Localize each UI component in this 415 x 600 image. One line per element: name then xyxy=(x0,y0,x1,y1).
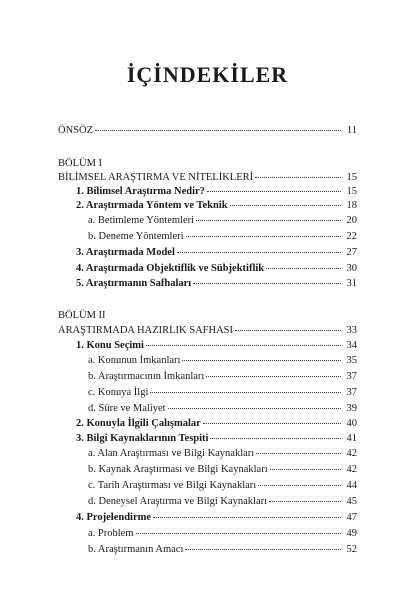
toc-entry-label: b. Araştırmanın Amacı xyxy=(88,544,184,555)
toc-page-number: 34 xyxy=(346,340,357,351)
toc-page-number: 49 xyxy=(346,528,357,539)
toc-subentry[interactable] xyxy=(88,386,357,399)
toc-subentry[interactable] xyxy=(88,402,357,415)
dot-leader xyxy=(207,190,341,192)
dot-leader xyxy=(150,391,341,393)
toc-page-number: 33 xyxy=(346,325,357,336)
toc-subentry[interactable] xyxy=(88,447,357,460)
toc-entry[interactable] xyxy=(76,511,357,524)
toc-subentry[interactable] xyxy=(88,527,357,540)
page-title: İÇİNDEKİLER xyxy=(126,62,289,87)
toc-page-number: 18 xyxy=(346,200,357,211)
dot-leader xyxy=(177,251,341,253)
dot-leader xyxy=(153,516,341,518)
dot-leader xyxy=(136,532,342,534)
toc-entry-label: a. Betimleme Yöntemleri xyxy=(88,215,195,226)
toc-page-number: 22 xyxy=(346,231,357,242)
toc-page-number: 37 xyxy=(346,371,357,382)
dot-leader xyxy=(203,422,341,424)
toc-entry-label: b. Araştırmacının İmkanları xyxy=(88,371,205,382)
toc-entry-label: b. Deneme Yöntemleri xyxy=(88,231,184,242)
toc-subentry[interactable] xyxy=(88,495,357,508)
toc-subentry[interactable] xyxy=(88,214,357,227)
toc-entry[interactable] xyxy=(76,339,357,352)
toc-page-number: 45 xyxy=(346,496,357,507)
toc-page-number: 27 xyxy=(346,247,357,258)
toc-entry-label: 1. Bilimsel Araştırma Nedir? xyxy=(76,186,205,197)
dot-leader xyxy=(270,468,341,470)
toc-entry[interactable] xyxy=(76,417,357,430)
toc-entry[interactable] xyxy=(76,199,357,212)
dot-leader xyxy=(146,344,341,346)
dot-leader xyxy=(193,282,341,284)
toc-entry-label: 3. Araştırmada Model xyxy=(76,247,175,258)
dot-leader xyxy=(258,484,341,486)
toc-page-number: 44 xyxy=(346,480,357,491)
toc-entry-label: d. Deneysel Araştırma ve Bilgi Kaynakları xyxy=(88,496,268,507)
toc-entry-label: c. Tarih Araştırması ve Bilgi Kaynakları xyxy=(88,480,257,491)
toc-entry-label: 3. Bilgi Kaynaklarının Tespiti xyxy=(76,433,209,444)
toc-entry[interactable] xyxy=(76,262,357,275)
toc-subentry[interactable] xyxy=(88,354,357,367)
toc-page-number: 30 xyxy=(346,263,357,274)
toc-entry-label: 5. Araştırmanın Safhaları xyxy=(76,278,192,289)
toc-entry-onsoz[interactable] xyxy=(58,124,357,137)
dot-leader xyxy=(256,452,341,454)
toc-entry[interactable] xyxy=(76,432,357,445)
toc-entry-label: 4. Araştırmada Objektiflik ve Sübjektiflik xyxy=(76,263,265,274)
toc-page-number: 40 xyxy=(346,418,357,429)
toc-entry-label: a. Problem xyxy=(88,528,134,539)
toc-subentry[interactable] xyxy=(88,370,357,383)
toc-entry-label: 1. Konu Seçimi xyxy=(76,340,144,351)
toc-page-number: 52 xyxy=(346,544,357,555)
toc-entry-label: a. Alan Araştırması ve Bilgi Kaynakları xyxy=(88,448,255,459)
toc-page-number: 15 xyxy=(346,172,357,183)
dot-leader xyxy=(95,129,341,131)
toc-entry-label: ARAŞTIRMADA HAZIRLIK SAFHASI xyxy=(58,325,234,336)
toc-chapter[interactable] xyxy=(58,171,357,184)
dot-leader xyxy=(210,437,341,439)
part-heading: BÖLÜM I xyxy=(58,158,103,169)
toc-entry-label: BİLİMSEL ARAŞTIRMA VE NİTELİKLERİ xyxy=(58,172,254,183)
toc-page-number: 47 xyxy=(346,512,357,523)
dot-leader xyxy=(185,548,341,550)
toc-page-number: 42 xyxy=(346,464,357,475)
dot-leader xyxy=(230,204,341,206)
toc-subentry[interactable] xyxy=(88,463,357,476)
toc-page-number: 41 xyxy=(346,433,357,444)
toc-subentry[interactable] xyxy=(88,479,357,492)
dot-leader xyxy=(266,267,341,269)
dot-leader xyxy=(269,500,341,502)
toc-page-number: 31 xyxy=(346,278,357,289)
toc-page-number: 39 xyxy=(346,403,357,414)
dot-leader xyxy=(186,235,341,237)
dot-leader xyxy=(196,219,341,221)
dot-leader xyxy=(235,329,341,331)
toc-page-number: 20 xyxy=(346,215,357,226)
toc-page-number: 37 xyxy=(346,387,357,398)
toc-page-number: 42 xyxy=(346,448,357,459)
toc-page-number: 11 xyxy=(346,125,357,136)
dot-leader xyxy=(182,359,341,361)
toc-entry-label: ÖNSÖZ xyxy=(58,125,94,136)
toc-entry-label: c. Konuya İlgi xyxy=(88,387,149,398)
dot-leader xyxy=(168,407,341,409)
toc-entry-label: b. Kaynak Araştırması ve Bilgi Kaynakları xyxy=(88,464,268,475)
toc-entry-label: 4. Projelendirme xyxy=(76,512,152,523)
toc-subentry[interactable] xyxy=(88,543,357,556)
toc-entry-label: 2. Araştırmada Yöntem ve Teknik xyxy=(76,200,228,211)
toc-page-number: 15 xyxy=(346,186,357,197)
part-heading: BÖLÜM II xyxy=(58,310,106,321)
dot-leader xyxy=(255,176,341,178)
toc-entry[interactable] xyxy=(76,246,357,259)
toc-entry-label: 2. Konuyla İlgili Çalışmalar xyxy=(76,418,201,429)
toc-page-number: 35 xyxy=(346,355,357,366)
toc-subentry[interactable] xyxy=(88,230,357,243)
toc-entry-label: d. Süre ve Maliyet xyxy=(88,403,166,414)
dot-leader xyxy=(206,375,341,377)
toc-entry-label: a. Konunun İmkanları xyxy=(88,355,181,366)
toc-chapter[interactable] xyxy=(58,324,357,337)
toc-entry[interactable] xyxy=(76,277,357,290)
toc-entry[interactable] xyxy=(76,185,357,198)
